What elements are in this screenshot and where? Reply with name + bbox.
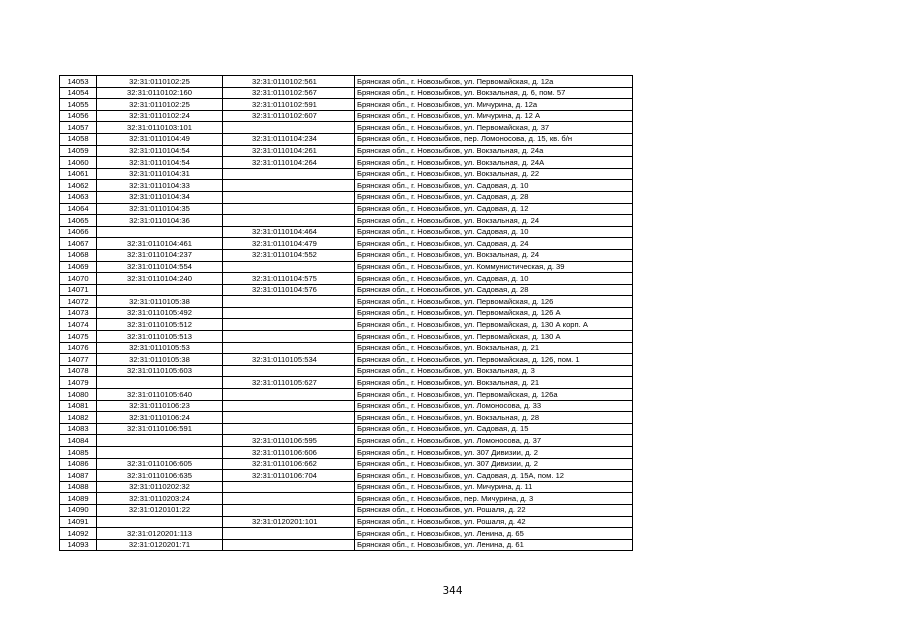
related-cadastral-number: 32:31:0110104:552 bbox=[223, 249, 355, 261]
row-number: 14072 bbox=[60, 296, 97, 308]
row-number: 14061 bbox=[60, 168, 97, 180]
row-number: 14074 bbox=[60, 319, 97, 331]
cadastral-number: 32:31:0110105:492 bbox=[97, 307, 223, 319]
cadastral-number: 32:31:0110104:461 bbox=[97, 238, 223, 250]
address-cell: Брянская обл., г. Новозыбков, ул. Садовая, д. 28 bbox=[355, 284, 633, 296]
table-row bbox=[60, 435, 633, 447]
related-cadastral-number: 32:31:0110102:561 bbox=[223, 76, 355, 88]
cadastral-number bbox=[97, 377, 223, 389]
row-number: 14054 bbox=[60, 87, 97, 99]
row-number: 14080 bbox=[60, 389, 97, 401]
address-cell: Брянская обл., г. Новозыбков, ул. Ломоносова, д. 37 bbox=[355, 435, 633, 447]
table-row bbox=[60, 261, 633, 273]
row-number: 14092 bbox=[60, 528, 97, 540]
row-number: 14066 bbox=[60, 226, 97, 238]
cadastral-number: 32:31:0110105:38 bbox=[97, 296, 223, 308]
address-cell: Брянская обл., г. Новозыбков, ул. Садовая, д. 15 bbox=[355, 423, 633, 435]
related-cadastral-number bbox=[223, 307, 355, 319]
address-cell: Брянская обл., г. Новозыбков, ул. Ленина, д. 61 bbox=[355, 539, 633, 551]
property-registry-table bbox=[59, 75, 633, 551]
address-cell: Брянская обл., г. Новозыбков, ул. Садовая, д. 10 bbox=[355, 273, 633, 285]
related-cadastral-number bbox=[223, 504, 355, 516]
address-cell: Брянская обл., г. Новозыбков, ул. Первомайская, д. 126 А bbox=[355, 307, 633, 319]
cadastral-number: 32:31:0110106:23 bbox=[97, 400, 223, 412]
row-number: 14064 bbox=[60, 203, 97, 215]
cadastral-number: 32:31:0110105:38 bbox=[97, 354, 223, 366]
related-cadastral-number bbox=[223, 365, 355, 377]
row-number: 14076 bbox=[60, 342, 97, 354]
address-cell: Брянская обл., г. Новозыбков, ул. 307 Дивизии, д. 2 bbox=[355, 447, 633, 459]
address-cell: Брянская обл., г. Новозыбков, ул. Рошаля, д. 42 bbox=[355, 516, 633, 528]
table-row bbox=[60, 99, 633, 111]
address-cell: Брянская обл., г. Новозыбков, ул. Первомайская, д. 130 А корп. А bbox=[355, 319, 633, 331]
row-number: 14081 bbox=[60, 400, 97, 412]
row-number: 14053 bbox=[60, 76, 97, 88]
address-cell: Брянская обл., г. Новозыбков, ул. Вокзальная, д. 6, пом. 57 bbox=[355, 87, 633, 99]
related-cadastral-number: 32:31:0110104:261 bbox=[223, 145, 355, 157]
row-number: 14073 bbox=[60, 307, 97, 319]
address-cell: Брянская обл., г. Новозыбков, ул. Садовая, д. 24 bbox=[355, 238, 633, 250]
address-cell: Брянская обл., г. Новозыбков, ул. Вокзальная, д. 24А bbox=[355, 157, 633, 169]
row-number: 14090 bbox=[60, 504, 97, 516]
related-cadastral-number: 32:31:0110105:534 bbox=[223, 354, 355, 366]
table-row bbox=[60, 470, 633, 482]
row-number: 14082 bbox=[60, 412, 97, 424]
cadastral-number: 32:31:0110106:591 bbox=[97, 423, 223, 435]
row-number: 14056 bbox=[60, 110, 97, 122]
row-number: 14084 bbox=[60, 435, 97, 447]
cadastral-number: 32:31:0110102:25 bbox=[97, 99, 223, 111]
row-number: 14057 bbox=[60, 122, 97, 134]
table-row bbox=[60, 76, 633, 88]
address-cell: Брянская обл., г. Новозыбков, ул. Рошаля, д. 22 bbox=[355, 504, 633, 516]
related-cadastral-number bbox=[223, 331, 355, 343]
address-cell: Брянская обл., г. Новозыбков, ул. Мичурина, д. 12 А bbox=[355, 110, 633, 122]
table-row bbox=[60, 331, 633, 343]
related-cadastral-number bbox=[223, 389, 355, 401]
row-number: 14063 bbox=[60, 191, 97, 203]
address-cell: Брянская обл., г. Новозыбков, ул. Первомайская, д. 126, пом. 1 bbox=[355, 354, 633, 366]
cadastral-number: 32:31:0110106:605 bbox=[97, 458, 223, 470]
address-cell: Брянская обл., г. Новозыбков, ул. Вокзальная, д. 28 bbox=[355, 412, 633, 424]
related-cadastral-number bbox=[223, 400, 355, 412]
table-row bbox=[60, 215, 633, 227]
cadastral-number: 32:31:0110106:635 bbox=[97, 470, 223, 482]
address-cell: Брянская обл., г. Новозыбков, ул. Мичурина, д. 12а bbox=[355, 99, 633, 111]
related-cadastral-number: 32:31:0120201:101 bbox=[223, 516, 355, 528]
cadastral-number bbox=[97, 226, 223, 238]
address-cell: Брянская обл., г. Новозыбков, ул. Первомайская, д. 126 bbox=[355, 296, 633, 308]
row-number: 14087 bbox=[60, 470, 97, 482]
related-cadastral-number bbox=[223, 539, 355, 551]
related-cadastral-number bbox=[223, 423, 355, 435]
address-cell: Брянская обл., г. Новозыбков, ул. Садовая, д. 10 bbox=[355, 226, 633, 238]
address-cell: Брянская обл., г. Новозыбков, пер. Мичурина, д. 3 bbox=[355, 493, 633, 505]
cadastral-number: 32:31:0110105:512 bbox=[97, 319, 223, 331]
row-number: 14089 bbox=[60, 493, 97, 505]
related-cadastral-number bbox=[223, 191, 355, 203]
cadastral-number: 32:31:0110105:640 bbox=[97, 389, 223, 401]
cadastral-number: 32:31:0110203:24 bbox=[97, 493, 223, 505]
table-row bbox=[60, 516, 633, 528]
related-cadastral-number bbox=[223, 215, 355, 227]
page-number: 344 bbox=[442, 585, 463, 597]
table-row bbox=[60, 319, 633, 331]
table-row bbox=[60, 447, 633, 459]
related-cadastral-number: 32:31:0110104:464 bbox=[223, 226, 355, 238]
address-cell: Брянская обл., г. Новозыбков, ул. Садовая, д. 12 bbox=[355, 203, 633, 215]
row-number: 14093 bbox=[60, 539, 97, 551]
table-row bbox=[60, 342, 633, 354]
table-row bbox=[60, 249, 633, 261]
table-row bbox=[60, 377, 633, 389]
cadastral-number bbox=[97, 516, 223, 528]
table-row bbox=[60, 528, 633, 540]
cadastral-number: 32:31:0110104:237 bbox=[97, 249, 223, 261]
cadastral-number: 32:31:0110104:35 bbox=[97, 203, 223, 215]
related-cadastral-number: 32:31:0110104:234 bbox=[223, 133, 355, 145]
related-cadastral-number: 32:31:0110106:704 bbox=[223, 470, 355, 482]
row-number: 14067 bbox=[60, 238, 97, 250]
related-cadastral-number bbox=[223, 180, 355, 192]
table-row bbox=[60, 354, 633, 366]
row-number: 14068 bbox=[60, 249, 97, 261]
cadastral-number bbox=[97, 284, 223, 296]
address-cell: Брянская обл., г. Новозыбков, ул. Ленина, д. 65 bbox=[355, 528, 633, 540]
table-row bbox=[60, 238, 633, 250]
table-row bbox=[60, 458, 633, 470]
cadastral-number: 32:31:0110102:25 bbox=[97, 76, 223, 88]
table-row bbox=[60, 307, 633, 319]
related-cadastral-number: 32:31:0110102:591 bbox=[223, 99, 355, 111]
address-cell: Брянская обл., г. Новозыбков, ул. Вокзальная, д. 22 bbox=[355, 168, 633, 180]
cadastral-number bbox=[97, 435, 223, 447]
cadastral-number: 32:31:0110106:24 bbox=[97, 412, 223, 424]
address-cell: Брянская обл., г. Новозыбков, ул. Коммунистическая, д. 39 bbox=[355, 261, 633, 273]
address-cell: Брянская обл., г. Новозыбков, ул. Первомайская, д. 130 А bbox=[355, 331, 633, 343]
related-cadastral-number: 32:31:0110104:576 bbox=[223, 284, 355, 296]
related-cadastral-number bbox=[223, 122, 355, 134]
table-row bbox=[60, 133, 633, 145]
table-row bbox=[60, 412, 633, 424]
row-number: 14083 bbox=[60, 423, 97, 435]
table-row bbox=[60, 180, 633, 192]
row-number: 14091 bbox=[60, 516, 97, 528]
table-row bbox=[60, 87, 633, 99]
cadastral-number bbox=[97, 447, 223, 459]
related-cadastral-number: 32:31:0110106:606 bbox=[223, 447, 355, 459]
related-cadastral-number bbox=[223, 296, 355, 308]
address-cell: Брянская обл., г. Новозыбков, ул. Первомайская, д. 37 bbox=[355, 122, 633, 134]
table-row bbox=[60, 203, 633, 215]
cadastral-number: 32:31:0110104:34 bbox=[97, 191, 223, 203]
row-number: 14085 bbox=[60, 447, 97, 459]
row-number: 14058 bbox=[60, 133, 97, 145]
row-number: 14077 bbox=[60, 354, 97, 366]
address-cell: Брянская обл., г. Новозыбков, ул. Вокзальная, д. 21 bbox=[355, 342, 633, 354]
related-cadastral-number bbox=[223, 412, 355, 424]
cadastral-number: 32:31:0120101:22 bbox=[97, 504, 223, 516]
address-cell: Брянская обл., г. Новозыбков, ул. 307 Дивизии, д. 2 bbox=[355, 458, 633, 470]
cadastral-number: 32:31:0110104:240 bbox=[97, 273, 223, 285]
row-number: 14079 bbox=[60, 377, 97, 389]
table-row bbox=[60, 365, 633, 377]
cadastral-number: 32:31:0110105:603 bbox=[97, 365, 223, 377]
row-number: 14055 bbox=[60, 99, 97, 111]
row-number: 14060 bbox=[60, 157, 97, 169]
row-number: 14059 bbox=[60, 145, 97, 157]
related-cadastral-number: 32:31:0110104:264 bbox=[223, 157, 355, 169]
row-number: 14065 bbox=[60, 215, 97, 227]
table-row bbox=[60, 157, 633, 169]
table-row bbox=[60, 539, 633, 551]
address-cell: Брянская обл., г. Новозыбков, ул. Вокзальная, д. 24 bbox=[355, 249, 633, 261]
address-cell: Брянская обл., г. Новозыбков, ул. Первомайская, д. 126а bbox=[355, 389, 633, 401]
cadastral-number: 32:31:0110102:160 bbox=[97, 87, 223, 99]
address-cell: Брянская обл., г. Новозыбков, ул. Ломоносова, д. 33 bbox=[355, 400, 633, 412]
table-row bbox=[60, 423, 633, 435]
cadastral-number: 32:31:0110104:54 bbox=[97, 145, 223, 157]
cadastral-number: 32:31:0110103:101 bbox=[97, 122, 223, 134]
related-cadastral-number bbox=[223, 528, 355, 540]
cadastral-number: 32:31:0110105:53 bbox=[97, 342, 223, 354]
address-cell: Брянская обл., г. Новозыбков, ул. Садовая, д. 15А, пом. 12 bbox=[355, 470, 633, 482]
related-cadastral-number bbox=[223, 493, 355, 505]
cadastral-number: 32:31:0110105:513 bbox=[97, 331, 223, 343]
address-cell: Брянская обл., г. Новозыбков, ул. Мичурина, д. 11 bbox=[355, 481, 633, 493]
related-cadastral-number bbox=[223, 342, 355, 354]
related-cadastral-number bbox=[223, 481, 355, 493]
table-row bbox=[60, 284, 633, 296]
cadastral-number: 32:31:0110104:31 bbox=[97, 168, 223, 180]
table-row bbox=[60, 145, 633, 157]
cadastral-number: 32:31:0120201:71 bbox=[97, 539, 223, 551]
address-cell: Брянская обл., г. Новозыбков, ул. Вокзальная, д. 24 bbox=[355, 215, 633, 227]
row-number: 14062 bbox=[60, 180, 97, 192]
related-cadastral-number bbox=[223, 168, 355, 180]
table-row bbox=[60, 504, 633, 516]
address-cell: Брянская обл., г. Новозыбков, ул. Первомайская, д. 12а bbox=[355, 76, 633, 88]
row-number: 14088 bbox=[60, 481, 97, 493]
address-cell: Брянская обл., г. Новозыбков, ул. Садовая, д. 28 bbox=[355, 191, 633, 203]
cadastral-number: 32:31:0110104:54 bbox=[97, 157, 223, 169]
table-row bbox=[60, 226, 633, 238]
table-row bbox=[60, 168, 633, 180]
related-cadastral-number bbox=[223, 319, 355, 331]
row-number: 14078 bbox=[60, 365, 97, 377]
registry-table-body bbox=[60, 76, 633, 551]
cadastral-number: 32:31:0120201:113 bbox=[97, 528, 223, 540]
row-number: 14075 bbox=[60, 331, 97, 343]
related-cadastral-number: 32:31:0110106:662 bbox=[223, 458, 355, 470]
table-row bbox=[60, 481, 633, 493]
table-row bbox=[60, 273, 633, 285]
related-cadastral-number: 32:31:0110105:627 bbox=[223, 377, 355, 389]
cadastral-number: 32:31:0110104:33 bbox=[97, 180, 223, 192]
address-cell: Брянская обл., г. Новозыбков, пер. Ломоносова, д. 15, кв. б/н bbox=[355, 133, 633, 145]
related-cadastral-number bbox=[223, 203, 355, 215]
address-cell: Брянская обл., г. Новозыбков, ул. Вокзальная, д. 21 bbox=[355, 377, 633, 389]
table-row bbox=[60, 296, 633, 308]
row-number: 14086 bbox=[60, 458, 97, 470]
address-cell: Брянская обл., г. Новозыбков, ул. Вокзальная, д. 3 bbox=[355, 365, 633, 377]
table-row bbox=[60, 493, 633, 505]
cadastral-number: 32:31:0110104:49 bbox=[97, 133, 223, 145]
table-row bbox=[60, 400, 633, 412]
related-cadastral-number: 32:31:0110102:567 bbox=[223, 87, 355, 99]
table-row bbox=[60, 389, 633, 401]
address-cell: Брянская обл., г. Новозыбков, ул. Вокзальная, д. 24а bbox=[355, 145, 633, 157]
row-number: 14070 bbox=[60, 273, 97, 285]
related-cadastral-number: 32:31:0110102:607 bbox=[223, 110, 355, 122]
related-cadastral-number: 32:31:0110104:575 bbox=[223, 273, 355, 285]
related-cadastral-number bbox=[223, 261, 355, 273]
row-number: 14069 bbox=[60, 261, 97, 273]
address-cell: Брянская обл., г. Новозыбков, ул. Садовая, д. 10 bbox=[355, 180, 633, 192]
cadastral-number: 32:31:0110202:32 bbox=[97, 481, 223, 493]
table-row bbox=[60, 110, 633, 122]
row-number: 14071 bbox=[60, 284, 97, 296]
cadastral-number: 32:31:0110104:36 bbox=[97, 215, 223, 227]
cadastral-number: 32:31:0110104:554 bbox=[97, 261, 223, 273]
related-cadastral-number: 32:31:0110104:479 bbox=[223, 238, 355, 250]
table-row bbox=[60, 191, 633, 203]
cadastral-number: 32:31:0110102:24 bbox=[97, 110, 223, 122]
table-row bbox=[60, 122, 633, 134]
related-cadastral-number: 32:31:0110106:595 bbox=[223, 435, 355, 447]
